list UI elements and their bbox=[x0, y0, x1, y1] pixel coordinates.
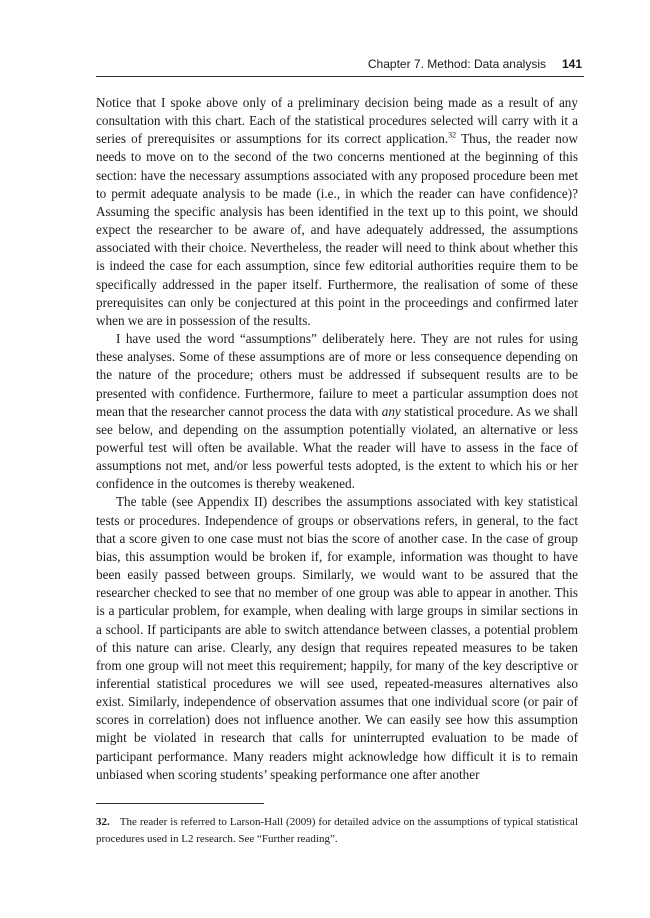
paragraph-1 bbox=[96, 94, 578, 330]
footnote-number: 32. bbox=[96, 816, 110, 828]
running-header bbox=[96, 57, 584, 73]
emphasis-any: any bbox=[381, 403, 401, 419]
paragraph-2 bbox=[96, 330, 578, 493]
paragraph-3: The table (see Appendix II) describes the assumptions associated with key statistical tests or procedures. Independence of groups or observations refers, in general, to the fact that a score given to one case must not bias the score of another case. In the case of group bias, this assumption would be broken if, for example, information was thought to have been easily passed between groups. Similarly, we would want to be assured that the researcher checked to see that no member of one group was able to appear in another. This is a particular problem, for example, when dealing with large groups in similar sections in a school. If participants are able to switch attendance between classes, a potential problem of this nature can arise. Clearly, any design that requires repeated measures to be taken from one group will not meet this requirement; happily, for many of the key descriptive or inferential statistical procedures we will see used, repeated-measures alternatives also exist. Similarly, independence of observation assumes that one individual score (or pair of scores in correlation) does not influence another. We can easily see how this assumption might be violated in research that calls for uninterrupted evaluation to be made of participant performance. Many readers might acknowledge how difficult it is to remain unbiased when scoring students’ speaking performance one after another bbox=[96, 494, 578, 782]
paragraph-2-part-a: I have used the word “assumptions” deliberately here. They are not rules for using these analyses. Some of these assumptions are of more or less consequence depending on the nature of the procedure; others must be addressed if subsequent results are to be presented with confidence. Furthermore, failure to meet a particular assumption does not mean that the researcher cannot process the data with bbox=[96, 331, 578, 419]
chapter-title: Chapter 7. Method: Data analysis bbox=[367, 57, 546, 71]
header-rule bbox=[96, 76, 584, 77]
paragraph-2-part-b: statistical procedure. As we shall see below, and depending on the assumption potentially violated, an alternative or less powerful test will often be available. What the reader will have to assess in the face of assumptions not met, and/or less powerful tests adopted, is the extent to which his or her confidence in the outcomes is thereby weakened. bbox=[96, 403, 578, 492]
body-text bbox=[96, 94, 578, 784]
paragraph-1-part-a: Notice that I spoke above only of a preliminary decision being made as a result of any consultation with this chart. Each of the statistical procedures selected will carry with it a series of prerequisites or assumptions for its correct application. bbox=[96, 95, 578, 147]
footnote-rule bbox=[96, 803, 264, 804]
footnote-ref-32: 32 bbox=[448, 130, 457, 140]
paragraph-1-part-b: Thus, the reader now needs to move on to the second of the two concerns mentioned at the beginning of this section: have the necessary assumptions associated with any proposed procedure been met to permit adequate analysis to be made (i.e., in which the reader can have confidence)? Assuming the specific analysis has been identified in the text up to this point, we should expect the researcher to be aware of, and have adequately addressed, the assumptions associated with their choice. Nevertheless, the reader will need to think about whether this is indeed the case for each assumption, since few editorial authorities require them to be specifically addressed in the paper itself. Furthermore, the realisation of some of these prerequisites can only be conjectured at this point in the proceedings and confirmed later when we are in possession of the results. bbox=[96, 131, 578, 328]
footnote-text: The reader is referred to Larson-Hall (2009) for detailed advice on the assumptions of typical statistical procedures used in L2 research. See “Further reading”. bbox=[96, 816, 578, 845]
footnote-32 bbox=[96, 814, 578, 848]
page-number: 141 bbox=[561, 57, 582, 71]
